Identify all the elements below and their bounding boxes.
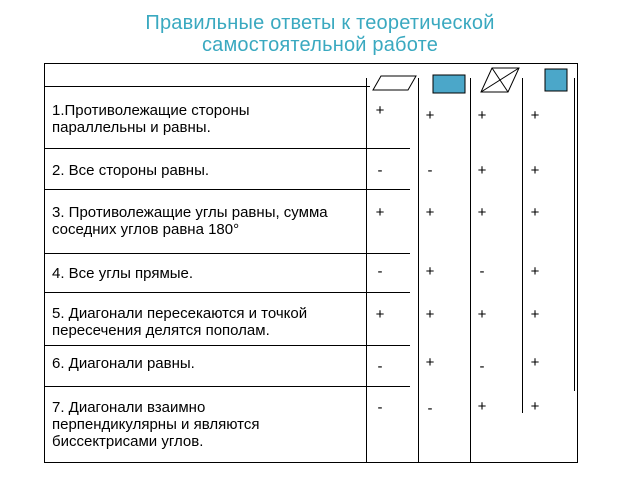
- answer-mark: -: [377, 399, 383, 416]
- column-divider: [366, 78, 367, 463]
- row-label: 5. Диагонали пересекаются и точкой пересечения делятся пополам.: [52, 305, 308, 339]
- row-label: 2. Все стороны равны.: [52, 162, 210, 179]
- answer-mark: +: [375, 306, 385, 323]
- square-icon: [544, 68, 568, 92]
- column-divider: [418, 78, 419, 463]
- answer-mark: +: [425, 306, 435, 323]
- parallelogram-icon: [372, 75, 418, 91]
- row-label: 6. Диагонали равны.: [52, 355, 195, 372]
- row-label: 7. Диагонали взаимно перпендикулярны и являются биссектрисами углов.: [52, 399, 260, 450]
- row-label: 3. Противолежащие углы равны, сумма соседних углов равна 180°: [52, 204, 328, 238]
- answer-mark: +: [477, 398, 487, 415]
- row-divider: [44, 345, 410, 346]
- answer-mark: +: [530, 263, 540, 280]
- answer-mark: -: [427, 400, 433, 417]
- answer-mark: -: [377, 162, 383, 179]
- column-divider: [470, 78, 471, 463]
- row-label: 4. Все углы прямые.: [52, 265, 194, 282]
- column-divider: [574, 78, 575, 391]
- answer-mark: +: [425, 263, 435, 280]
- answer-mark: +: [530, 162, 540, 179]
- row-divider: [44, 253, 410, 254]
- answer-mark: +: [477, 162, 487, 179]
- answer-mark: +: [530, 204, 540, 221]
- row-divider: [44, 292, 410, 293]
- answer-mark: -: [427, 162, 433, 179]
- row-divider: [44, 189, 410, 190]
- rhombus-icon: [480, 67, 520, 93]
- answer-mark: +: [530, 354, 540, 371]
- row-divider: [44, 148, 410, 149]
- row-divider: [44, 86, 370, 87]
- column-divider: [522, 78, 523, 413]
- answer-mark: +: [477, 204, 487, 221]
- row-divider: [44, 386, 410, 387]
- row-label: 1.Противолежащие стороны параллельны и равны.: [52, 102, 250, 136]
- answer-mark: +: [477, 107, 487, 124]
- rectangle-icon: [432, 74, 466, 94]
- answer-mark: -: [377, 358, 383, 375]
- answer-mark: -: [479, 358, 485, 375]
- answer-mark: -: [377, 263, 383, 280]
- answer-mark: +: [425, 204, 435, 221]
- title-line-2: самостоятельной работе: [201, 34, 439, 56]
- answer-mark: +: [477, 306, 487, 323]
- answer-mark: +: [530, 306, 540, 323]
- page-title: [90, 12, 550, 56]
- answer-mark: +: [425, 107, 435, 124]
- answer-mark: -: [479, 263, 485, 280]
- answer-mark: +: [425, 354, 435, 371]
- title-line-1: Правильные ответы к теоретической: [145, 12, 495, 34]
- answer-mark: +: [375, 204, 385, 221]
- answer-mark: +: [375, 102, 385, 119]
- answer-mark: +: [530, 398, 540, 415]
- answer-mark: +: [530, 107, 540, 124]
